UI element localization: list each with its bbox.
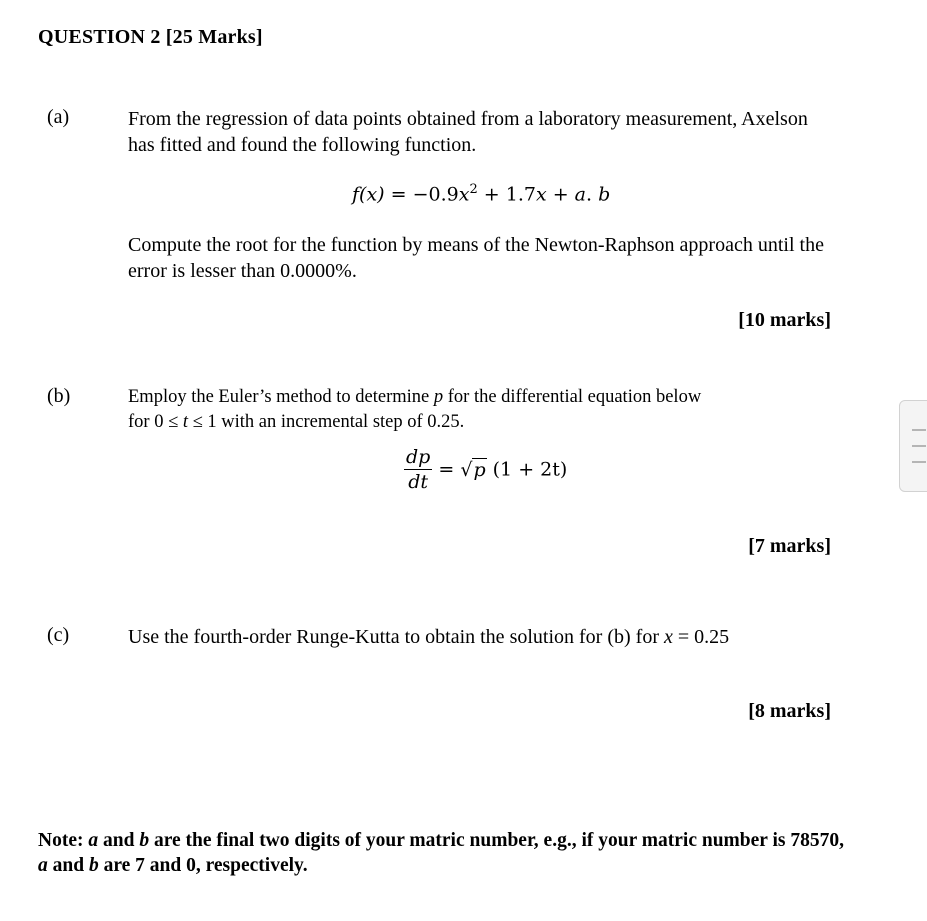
side-panel-handle[interactable] <box>899 400 927 492</box>
part-a-label: (a) <box>47 106 70 128</box>
eq-b-denominator: dt <box>408 471 429 493</box>
eq-b-radicand: p <box>473 458 486 481</box>
eq-b-numerator: dp <box>406 446 431 468</box>
part-b-text <box>128 385 828 435</box>
note-b-2: b <box>88 855 99 876</box>
eq-a-rhs-2: + 1.7 <box>477 183 536 206</box>
part-a-intro: From the regression of data points obtained from a laboratory measurement, Axelson has fitted and found the following function. <box>128 108 808 156</box>
part-b-label: (b) <box>47 385 71 407</box>
eq-a-var-x2: x <box>535 183 547 206</box>
handle-grip-line <box>912 461 926 463</box>
eq-b-root-sign: √ <box>460 458 473 481</box>
part-a-task: Compute the root for the function by means of the Newton-Raphson approach until the error is lesser than 0.0000%. <box>128 234 824 282</box>
part-c-marks: [8 marks] <box>748 700 831 722</box>
note-a-1: a <box>88 830 99 851</box>
eq-b-sqrt <box>460 459 486 481</box>
eq-a-lhs: f(x) <box>352 183 385 206</box>
handle-grip-line <box>912 429 926 431</box>
part-a-equation <box>352 182 610 205</box>
note-b-1: b <box>139 830 150 851</box>
note <box>38 828 858 878</box>
part-b-equation <box>404 447 567 492</box>
eq-a-dot: . <box>586 183 599 206</box>
part-b-text-4: ≤ 1 with an incremental step of 0.25. <box>188 412 465 432</box>
eq-a-rhs-3: + <box>546 183 575 206</box>
note-text-2: are 7 and 0, respectively. <box>98 855 308 876</box>
eq-a-b: b <box>598 183 611 206</box>
note-text-1: are the final two digits of your matric number, e.g., if your matric number is 78570, <box>149 830 844 851</box>
part-b-marks: [7 marks] <box>748 535 831 557</box>
eq-a-rhs-1: = −0.9 <box>390 183 459 206</box>
note-a-2: a <box>38 855 48 876</box>
part-b-var-t: t <box>182 412 188 432</box>
note-and-1: and <box>98 830 140 851</box>
note-and-2: and <box>47 855 89 876</box>
handle-grip-line <box>912 445 926 447</box>
eq-a-var-x: x <box>458 183 470 206</box>
part-c-text-2: = 0.25 <box>672 626 730 648</box>
part-c-text <box>128 624 818 650</box>
part-b-text-2: for the differential equation below <box>443 387 702 407</box>
part-c-label: (c) <box>47 624 70 646</box>
part-b-var-p: p <box>433 387 444 407</box>
part-b-text-3: for 0 ≤ <box>128 412 183 432</box>
part-c-var-x: x <box>663 626 673 648</box>
question-title: QUESTION 2 [25 Marks] <box>38 26 263 48</box>
part-c-text-1: Use the fourth-order Runge-Kutta to obtain the solution for (b) for <box>128 626 664 648</box>
eq-a-exponent: 2 <box>469 182 478 197</box>
eq-a-a: a <box>574 183 586 206</box>
eq-b-rest: (1 + 2t) <box>486 458 568 481</box>
eq-b-equals: = <box>432 458 461 481</box>
eq-b-fraction <box>404 447 432 492</box>
part-a-marks: [10 marks] <box>738 309 831 331</box>
note-prefix: Note: <box>38 830 89 851</box>
part-b-text-1: Employ the Euler’s method to determine <box>128 387 434 407</box>
